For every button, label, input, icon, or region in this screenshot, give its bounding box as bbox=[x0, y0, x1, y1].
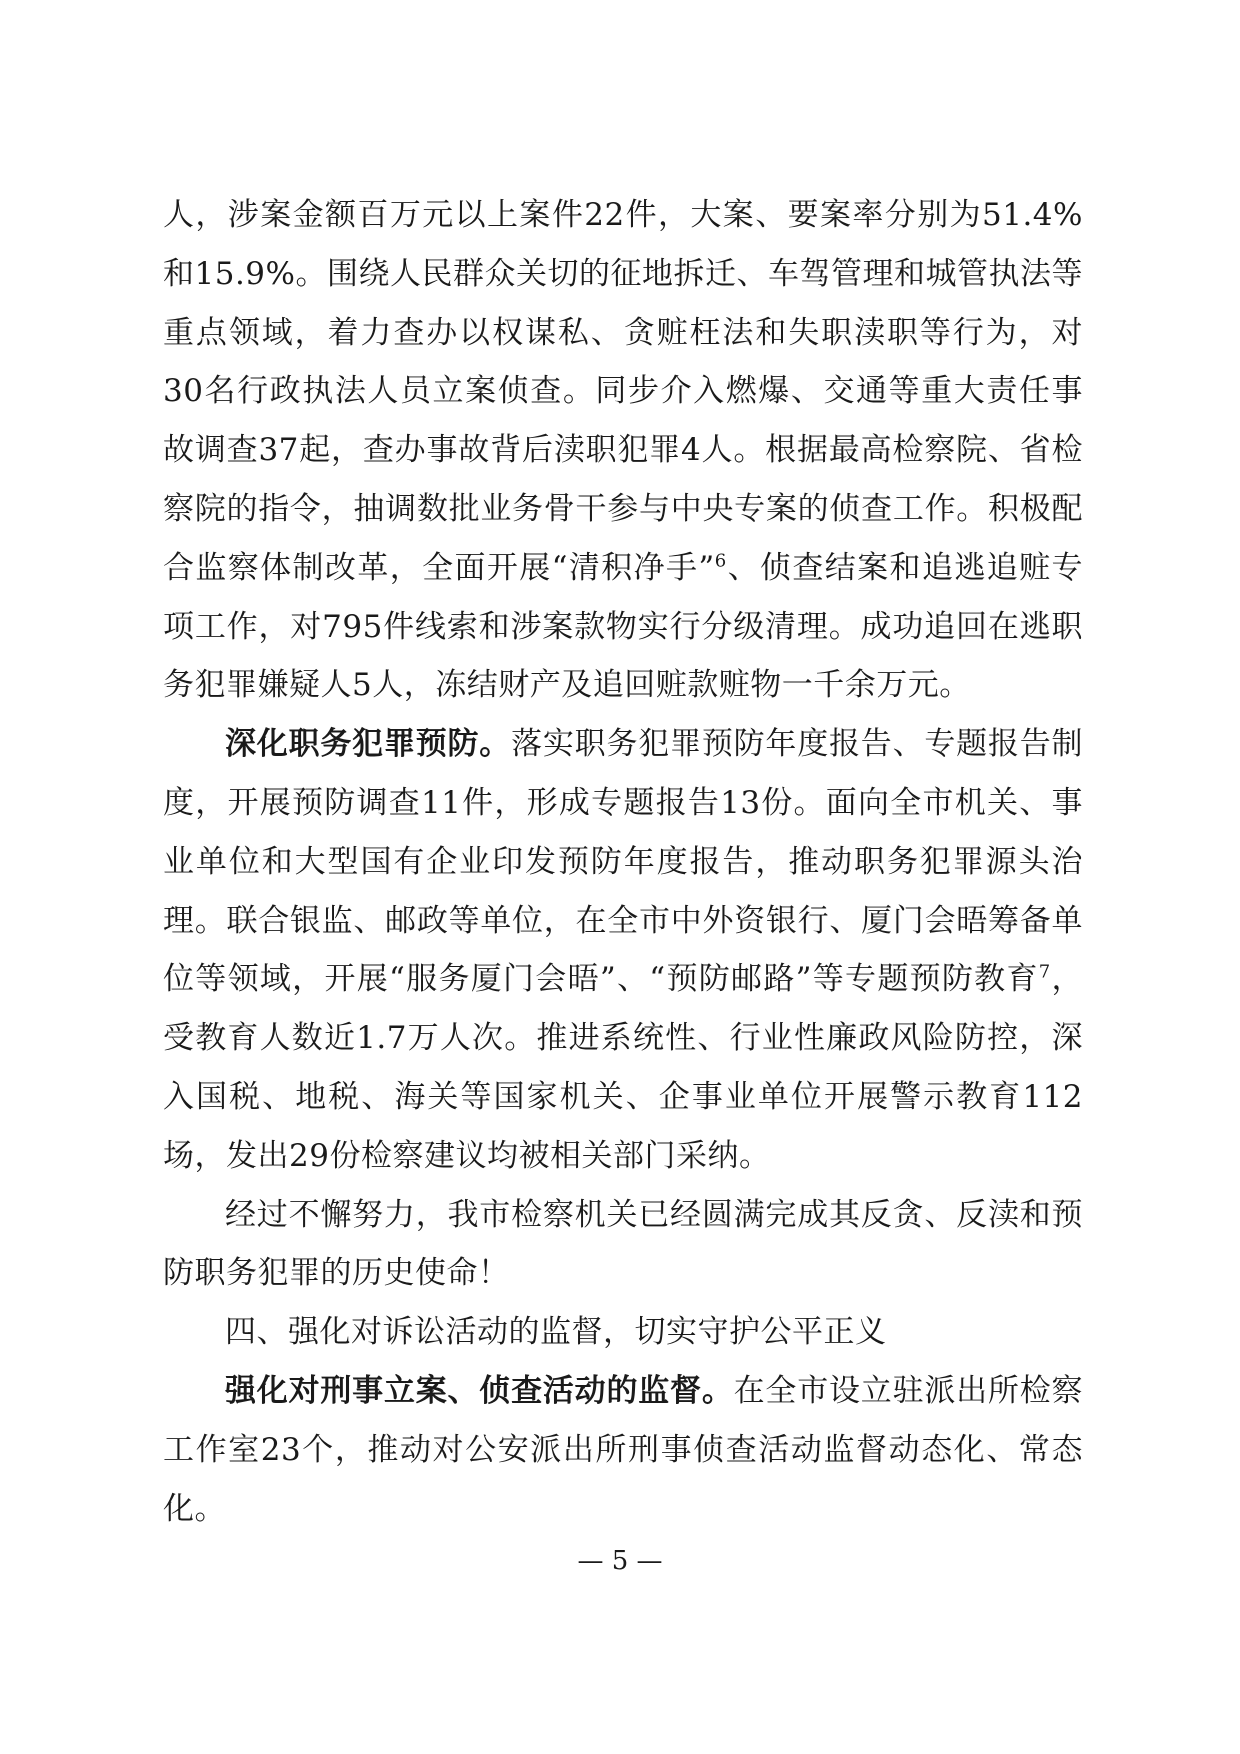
paragraph-4-text: 在全市设立驻派出所检察工作室23个，推动对公安派出所刑事侦查活动监督动态化、常态化。 bbox=[163, 1372, 1084, 1527]
paragraph-case-investigation bbox=[163, 186, 1083, 715]
paragraph-2-tail: ，受教育人数近1.7万人次。推进系统性、行业性廉政风险防控，深入国税、地税、海关等国家机关、企事业单位开展警示教育112场，发出29份检察建议均被相关部门采纳。 bbox=[163, 961, 1084, 1174]
section-heading: 四、强化对诉讼活动的监督，切实守护公平正义 bbox=[225, 1314, 887, 1351]
footnote-marker-7[interactable]: 7 bbox=[1038, 962, 1051, 984]
paragraph-crime-prevention bbox=[163, 715, 1083, 1185]
paragraph-3-text: 经过不懈努力，我市检察机关已经圆满完成其反贪、反渎和预防职务犯罪的历史使命！ bbox=[163, 1196, 1083, 1292]
paragraph-criminal-supervision bbox=[163, 1362, 1083, 1538]
paragraph-4-lead: 强化对刑事立案、侦查活动的监督。 bbox=[225, 1372, 734, 1409]
paragraph-mission-complete bbox=[163, 1186, 1083, 1304]
page-number: — 5 — bbox=[577, 1546, 663, 1576]
page-body bbox=[163, 186, 1083, 1538]
paragraph-1-text: 人，涉案金额百万元以上案件22件，大案、要案率分别为51.4%和15.9%。围绕人民群众关切的征地拆迁、车驾管理和城管执法等重点领域，着力查办以权谋私、贪赃枉法和失职渎职等行为，对30名行政执法人员立案侦查。同步介入燃爆、交通等重大责任事故调查37起，查办事故背后渎职犯罪4人。根据最高检察院、省检察院的指令，抽调数批业务骨干参与中央专案的侦查工作。积极配合监察体制改革，全面开展“清积净手” bbox=[163, 197, 1083, 586]
paragraph-2-text: 落实职务犯罪预防年度报告、专题报告制度，开展预防调查11件，形成专题报告13份。面向全市机关、事业单位和大型国有企业印发预防年度报告，推动职务犯罪源头治理。联合银监、邮政等单位，在全市中外资银行、厦门会晤筹备单位等领域，开展“服务厦门会晤”、“预防邮路”等专题预防教育 bbox=[163, 726, 1084, 998]
paragraph-2-lead: 深化职务犯罪预防。 bbox=[225, 726, 512, 763]
footnote-marker-6[interactable]: 6 bbox=[714, 550, 727, 572]
paragraph-1-tail: 、侦查结案和追逃追赃专项工作，对795件线索和涉案款物实行分级清理。成功追回在逃职务犯罪嫌疑人5人，冻结财产及追回赃款赃物一千余万元。 bbox=[163, 549, 1083, 704]
